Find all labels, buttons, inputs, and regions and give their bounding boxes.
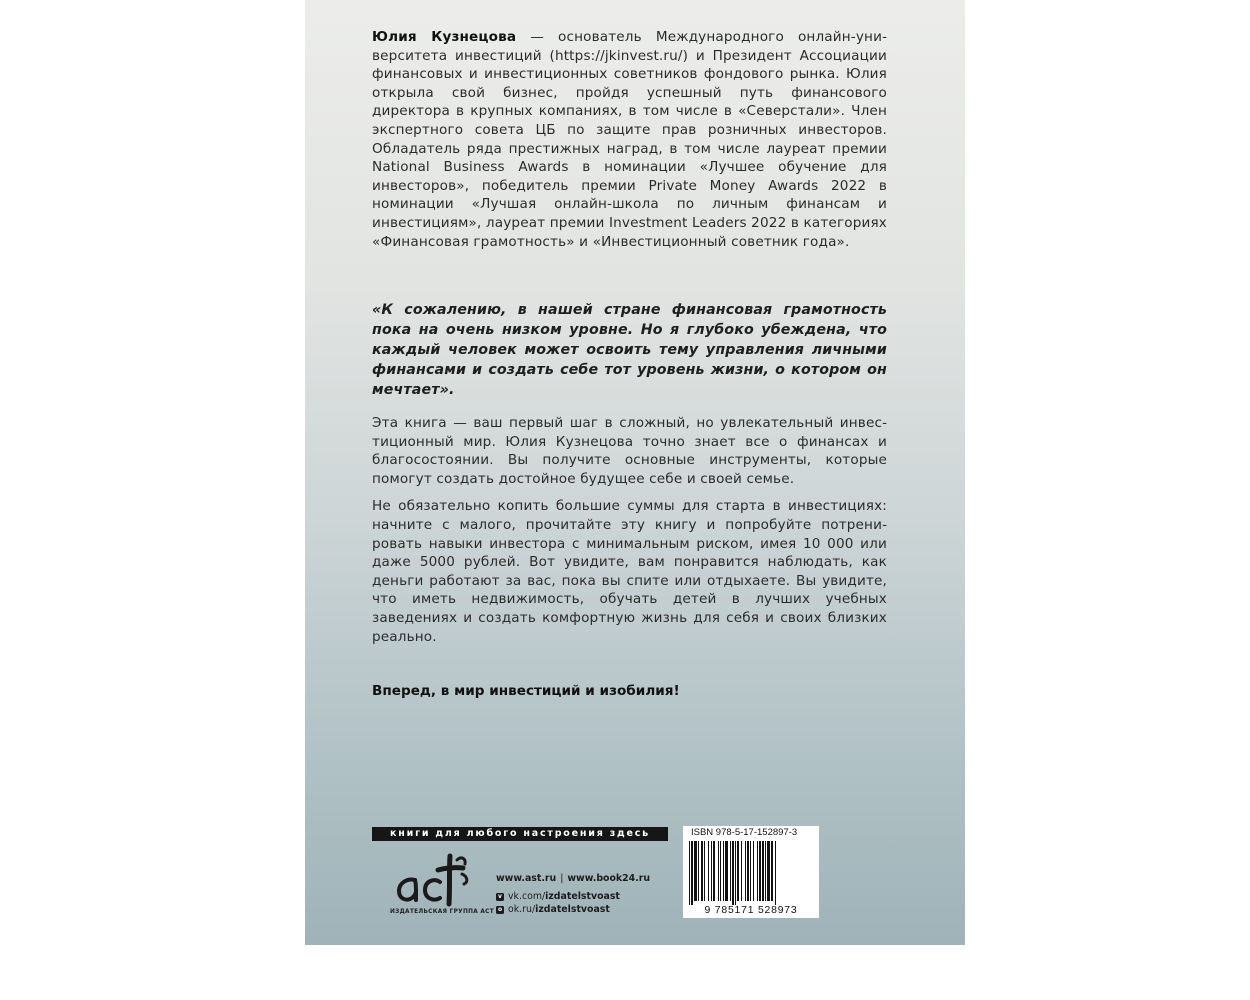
logo-caption: ИЗДАТЕЛЬСКАЯ ГРУППА АСТ <box>390 909 494 915</box>
social-links <box>496 890 650 916</box>
site-link-ast[interactable]: www.ast.ru <box>496 873 557 884</box>
author-name: Юлия Кузнецова <box>372 29 517 45</box>
site-link-book24[interactable]: www.book24.ru <box>567 873 651 884</box>
ok-handle: izdatelstvoast <box>535 904 610 915</box>
barcode-digits: 9 785171 528973 <box>704 905 798 916</box>
isbn-barcode-box <box>683 826 819 918</box>
quote-text: «К сожалению, в нашей стране финансовая грамотность пока на очень низком уровне. Но я глубоко убеждена, что каждый человек может освоить тему управления личными финансами и создать себе тот уровень жизни, о котором он мечтает». <box>372 302 887 398</box>
vk-link[interactable] <box>496 890 650 903</box>
author-bio <box>372 28 887 251</box>
ast-logo-icon <box>393 850 489 908</box>
ok-link[interactable] <box>496 903 650 916</box>
author-bio-text: — основатель Международного онлайн-университета инвестиций (https://jkinvest.ru/) и Президент Ассоциации финансовых и инвестиционных советников фондового рынка. Юлия открыла свой бизнес, пройдя успешный путь финансового директора в крупных компаниях, в том числе в «Северстали». Член экспертного совета ЦБ по защите прав розничных инвесторов. Обладатель ряда престижных наград, в том числе лауреат премии National Business Awards в номинации «Лучшее обучение для инвесторов», победитель премии Private Money Awards 2022 в номинации «Лучшая онлайн-школа по личным финансам и инвестициям», лауреат премии Investment Leaders 2022 в категориях «Финансовая грамотность» и «Инвестиционный советник года». <box>372 29 887 250</box>
vk-icon: v <box>496 893 504 901</box>
book-back-cover <box>305 0 965 945</box>
ok-icon: o <box>497 905 503 913</box>
vk-handle: izdatelstvoast <box>545 891 620 902</box>
link-separator: | <box>560 873 564 884</box>
description-paragraph-1: Эта книга — ваш первый шаг в сложный, но увлекательный инвестиционный мир. Юлия Кузнецова точно знает все о финансах и благосостоянии. Вы получите основные инструменты, которые помогут создать достойное будущее себе и своей семье. <box>372 415 887 487</box>
publisher-tagline: книги для любого настроения здесь <box>372 827 668 841</box>
description-paragraph-2: Не обязательно копить большие суммы для старта в инвестициях: начните с малого, прочитайте эту книгу и попробуйте потренировать навыки инвестора с минимальным риском, имея 10 000 или даже 5000 рублей. Вот увидите, вам понравится наблюдать, как деньги работают за вас, пока вы спите или отдыхаете. Вы увидите, что иметь недвижимость, обучать детей в лучших учебных заведениях и создать комфортную жизнь для себя и своих близких реально. <box>372 498 887 645</box>
slogan: Вперед, в мир инвестиций и изобилия! <box>372 683 680 699</box>
isbn-label: ISBN 978-5-17-152897-3 <box>691 827 798 838</box>
publisher-logo <box>381 850 503 926</box>
publisher-links <box>496 873 650 916</box>
book-description <box>372 414 887 646</box>
barcode-icon <box>687 841 815 905</box>
ok-prefix: ok.ru/ <box>508 904 536 915</box>
vk-prefix: vk.com/ <box>508 891 546 902</box>
websites <box>496 873 650 884</box>
author-quote <box>372 300 887 400</box>
